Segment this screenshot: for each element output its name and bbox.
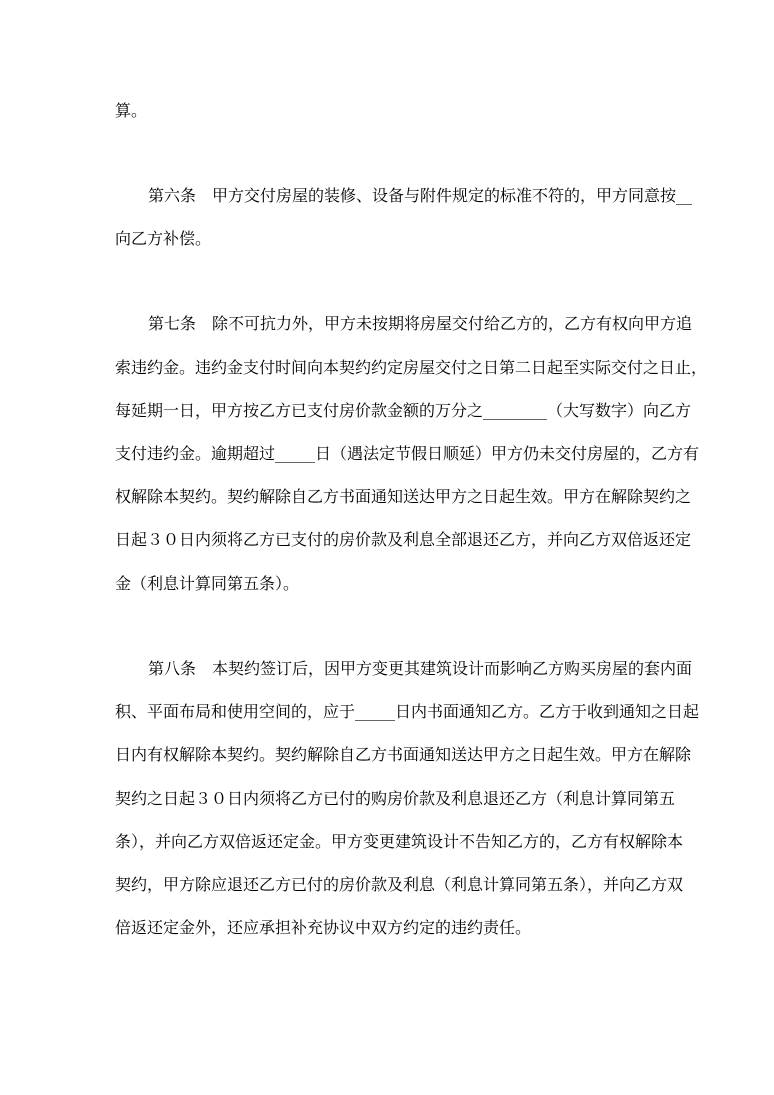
article-7-line-6 [0, 523, 774, 557]
article-7-line-4 [0, 437, 774, 471]
text-line: 第六条 甲方交付房屋的装修、设备与附件规定的标准不符的，甲方同意按__ [148, 186, 693, 205]
article-6-line-2 [0, 222, 774, 256]
text-line: 金（利息计算同第五条）。 [115, 574, 300, 593]
article-8-line-5 [0, 825, 774, 859]
article-8-line-3 [0, 738, 774, 772]
paragraph-continuation-line [0, 94, 774, 128]
text-line: 契约，甲方除应退还乙方已付的房价款及利息（利息计算同第五条），并向乙方双 [115, 875, 684, 894]
text-line: 第八条 本契约签订后，因甲方变更其建筑设计而影响乙方购买房屋的套内面 [148, 659, 693, 678]
article-7-line-3 [0, 394, 774, 428]
article-6-line-1 [0, 179, 774, 213]
article-7-line-7 [0, 567, 774, 601]
text-line: 倍返还定金外，还应承担补充协议中双方约定的违约责任。 [115, 918, 532, 937]
article-8-line-2 [0, 695, 774, 729]
article-8-line-1 [0, 652, 774, 686]
text-line: 积、平面布局和使用空间的，应于_____日内书面通知乙方。乙方于收到通知之日起 [115, 702, 700, 721]
text-line: 权解除本契约。契约解除自乙方书面通知送达甲方之日起生效。甲方在解除契约之 [115, 487, 692, 506]
article-7-line-5 [0, 480, 774, 514]
text-line: 契约之日起３０日内须将乙方已付的购房价款及利息退还乙方（利息计算同第五 [115, 789, 676, 808]
text-line: 支付违约金。逾期超过_____日（遇法定节假日顺延）甲方仍未交付房屋的，乙方有 [115, 444, 700, 463]
text-line: 每延期一日，甲方按乙方已支付房价款金额的万分之________（大写数字）向乙方 [115, 401, 692, 420]
text-line: 第七条 除不可抗力外，甲方未按期将房屋交付给乙方的，乙方有权向甲方追 [148, 314, 693, 333]
article-8-line-6 [0, 868, 774, 902]
article-7-line-2 [0, 351, 774, 385]
text-line: 向乙方补偿。 [115, 229, 212, 248]
text-line: 日起３０日内须将乙方已支付的房价款及利息全部退还乙方，并向乙方双倍返还定 [115, 530, 692, 549]
text-line: 算。 [115, 101, 148, 120]
text-line: 日内有权解除本契约。契约解除自乙方书面通知送达甲方之日起生效。甲方在解除 [115, 745, 692, 764]
article-8-line-7 [0, 911, 774, 945]
text-line: 条），并向乙方双倍返还定金。甲方变更建筑设计不告知乙方的，乙方有权解除本 [115, 832, 684, 851]
text-line: 索违约金。违约金支付时间向本契约约定房屋交付之日第二日起至实际交付之日止， [115, 358, 708, 377]
article-7-line-1 [0, 307, 774, 341]
article-8-line-4 [0, 782, 774, 816]
